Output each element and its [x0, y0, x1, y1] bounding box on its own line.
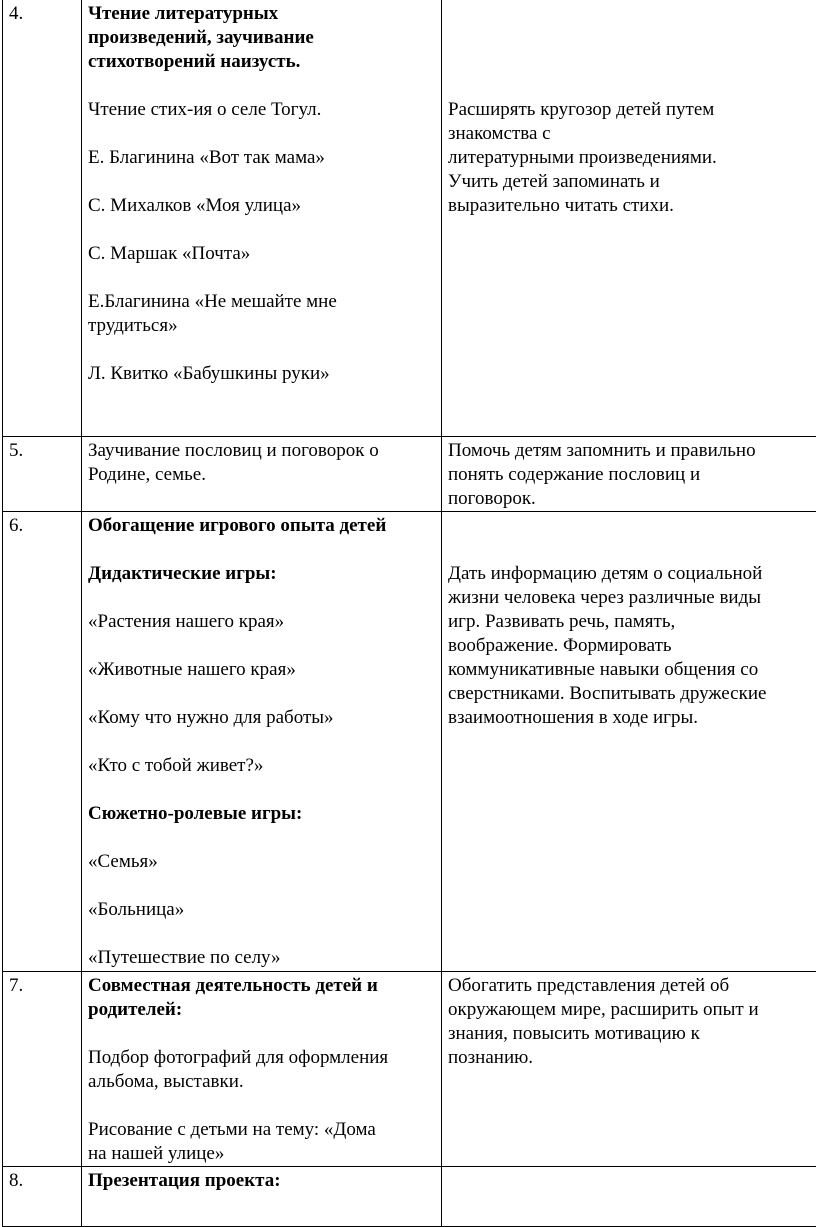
list-item: Подбор фотографий для оформления	[88, 1046, 435, 1070]
list-item: трудиться»	[88, 314, 435, 338]
section-heading: Совместная деятельность детей и	[88, 974, 435, 998]
list-item: Л. Квитко «Бабушкины руки»	[88, 362, 435, 386]
list-item: «Животные нашего края»	[88, 658, 435, 682]
row-number: 4.	[3, 0, 82, 437]
goal-text: выразительно читать стихи.	[448, 194, 816, 218]
list-item: Чтение стих-ия о селе Тогул.	[88, 98, 435, 122]
goal-text: Расширять кругозор детей путем	[448, 98, 816, 122]
activity-cell	[82, 0, 442, 437]
list-item: Заучивание пословиц и поговорок о	[88, 439, 435, 463]
goal-text: Дать информацию детям о социальной	[448, 562, 816, 586]
subsection-heading: Дидактические игры:	[88, 562, 435, 586]
list-item: С. Маршак «Почта»	[88, 242, 435, 266]
goal-text: игр. Развивать речь, память,	[448, 610, 816, 634]
goal-text: жизни человека через различные виды	[448, 586, 816, 610]
row-number: 8.	[3, 1167, 82, 1227]
goal-text: Помочь детям запомнить и правильно	[448, 439, 816, 463]
row-number: 7.	[3, 972, 82, 1167]
list-item: «Кому что нужно для работы»	[88, 706, 435, 730]
activity-cell	[82, 972, 442, 1167]
section-heading: стихотворений наизусть.	[88, 50, 435, 74]
row-number: 6.	[3, 512, 82, 972]
goal-text: Обогатить представления детей об	[448, 974, 816, 998]
list-item: Е. Благинина «Вот так мама»	[88, 146, 435, 170]
goal-text: знания, повысить мотивацию к	[448, 1022, 816, 1046]
goal-cell	[442, 972, 816, 1167]
goal-text: взаимоотношения в ходе игры.	[448, 706, 816, 730]
goal-text: воображение. Формировать	[448, 634, 816, 658]
list-item: на нашей улице»	[88, 1142, 435, 1166]
list-item: альбома, выставки.	[88, 1070, 435, 1094]
goal-cell	[442, 0, 816, 437]
goal-cell	[442, 437, 816, 512]
activity-cell	[82, 437, 442, 512]
goal-text: знакомства с	[448, 122, 816, 146]
list-item: «Больница»	[88, 898, 435, 922]
goal-text: сверстниками. Воспитывать дружеские	[448, 682, 816, 706]
list-item: Родине, семье.	[88, 463, 435, 487]
goal-text: Учить детей запоминать и	[448, 170, 816, 194]
list-item: «Путешествие по селу»	[88, 946, 435, 970]
goal-text: коммуникативные навыки общения со	[448, 658, 816, 682]
table-row	[3, 437, 816, 512]
activity-cell	[82, 512, 442, 972]
table-row	[3, 0, 816, 437]
list-item: «Кто с тобой живет?»	[88, 754, 435, 778]
list-item: С. Михалков «Моя улица»	[88, 194, 435, 218]
goal-text: поговорок.	[448, 487, 816, 511]
list-item: Е.Благинина «Не мешайте мне	[88, 290, 435, 314]
table-row	[3, 972, 816, 1167]
list-item: Рисование с детьми на тему: «Дома	[88, 1118, 435, 1142]
subsection-heading: Сюжетно-ролевые игры:	[88, 802, 435, 826]
section-heading: произведений, заучивание	[88, 26, 435, 50]
section-heading: Обогащение игрового опыта детей	[88, 514, 435, 538]
project-plan-table	[2, 0, 816, 1227]
list-item: «Семья»	[88, 850, 435, 874]
list-item: «Растения нашего края»	[88, 610, 435, 634]
goal-text: понять содержание пословиц и	[448, 463, 816, 487]
goal-text: окружающем мире, расширить опыт и	[448, 998, 816, 1022]
goal-text: литературными произведениями.	[448, 146, 816, 170]
section-heading: Чтение литературных	[88, 2, 435, 26]
row-number: 5.	[3, 437, 82, 512]
goal-text: познанию.	[448, 1046, 816, 1070]
goal-cell	[442, 512, 816, 972]
table-row	[3, 512, 816, 972]
section-heading: родителей:	[88, 998, 435, 1022]
section-heading: Презентация проекта:	[88, 1169, 435, 1193]
